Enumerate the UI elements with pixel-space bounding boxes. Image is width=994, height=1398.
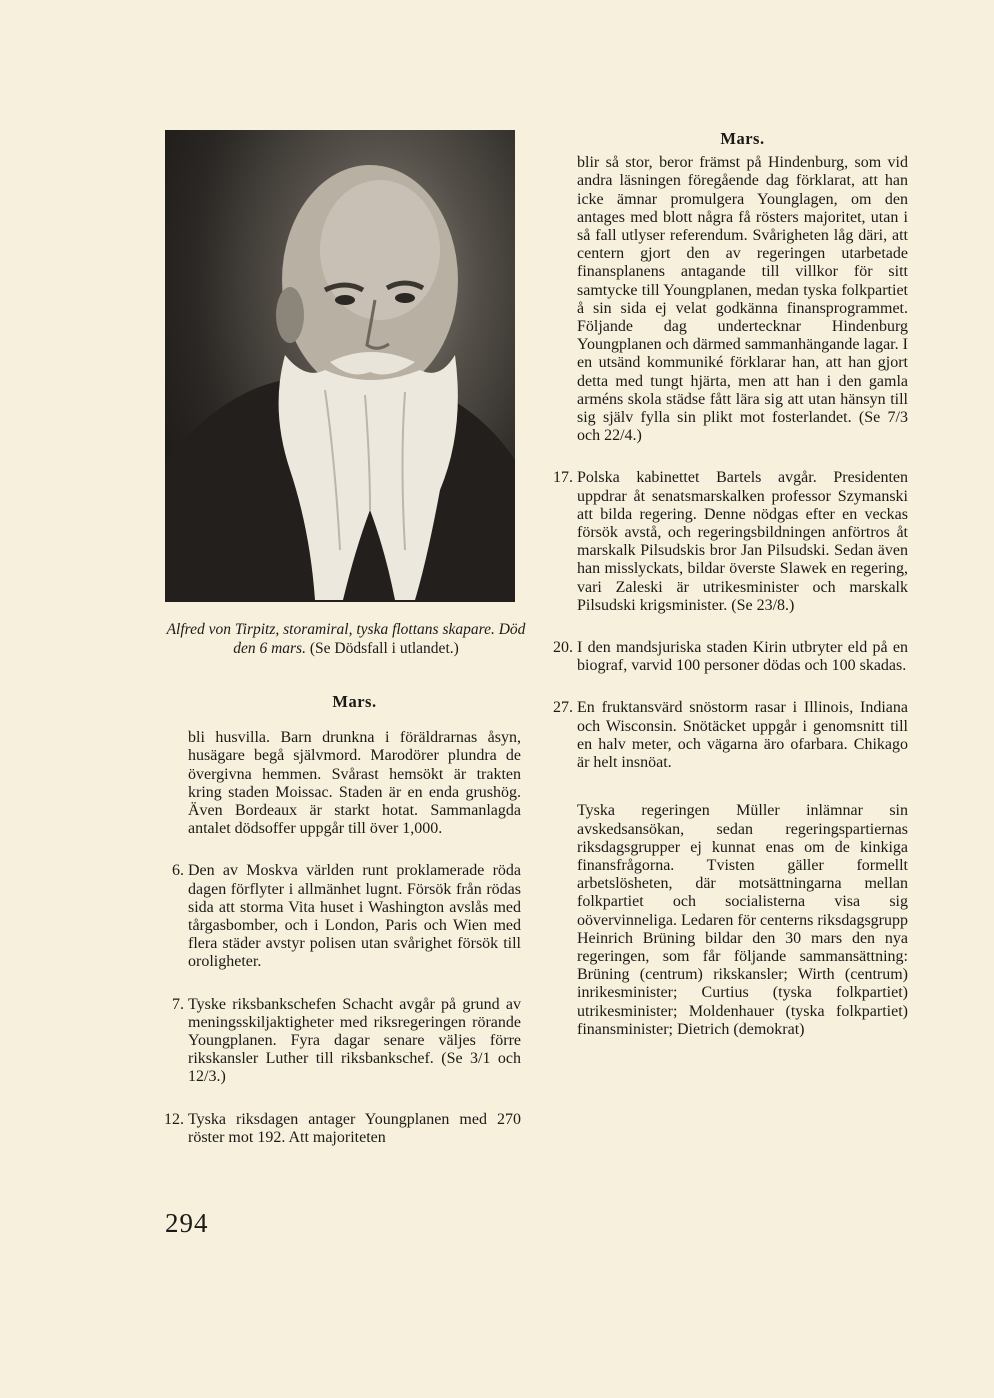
entry-text: Tyska riksdagen antager Youngplanen med 270 röster mot 192. Att majoriteten [188,1110,521,1146]
page-number: 294 [165,1208,209,1238]
caption-italic: Alfred von Tirpitz, storamiral, tyska flottans skapare. Död den 6 mars. [166,621,526,657]
entry-20 [553,639,908,675]
entry-number: 12. [164,1110,184,1128]
entry-7 [172,995,521,1087]
left-column [164,692,521,1147]
right-column [553,129,908,1039]
entry-number: 27. [553,699,573,717]
entry-text: Den av Moskva världen runt proklamerade röda dagen förflyter i allmänhet lugnt. Försök från rödas sida att storma Vita huset i Washington avslås med tårgasbomber, och i London, Paris och Wien med flera städer avstyr polisen utan svårighet försök till oroligheter. [188,862,521,971]
entry-text: I den mandsjuriska staden Kirin utbryter eld på en biograf, varvid 100 personer dödas och 100 skadas. [577,639,908,675]
entry-number: 6. [172,862,184,880]
left-month-heading: Mars. [332,692,377,711]
entry-number: 20. [553,639,573,657]
portrait-photo [165,130,515,602]
final-paragraph: Tyska regeringen Müller inlämnar sin avskedsansökan, sedan regeringspartiernas riksdagsgrupper ej kunnat enas om de kinkiga finansfrågorna. Tvisten gäller formellt arbetslösheten, där motsättningarna mellan folkpartiet och socialisterna visa sig oövervinneliga. Ledaren för centerns riksdagsgrupp Heinrich Brüning bildar den 30 mars den nya regeringen, som får följande sammansättning: Brüning (centrum) rikskansler; Wirth (centrum) inrikesminister; Curtius (tyska folkpartiet) utrikesminister; Moldenhauer (tyska folkpartiet) finansminister; Dietrich (demokrat) [577,802,908,1038]
entry-17 [553,469,908,615]
right-continuation: blir så stor, beror främst på Hindenburg, som vid andra läsningen föregående dag förklarat, att han icke ämnar promulgera Younglagen, om den antages med blott några få rösters majoritet, utan i så fall utlyser referendum. Svårigheten låg däri, att centern gjort den av regeringen utarbetade finansplanens antagande till villkor för sitt samtycke till Youngplanen, medan tyska folkpartiet å sin sida ej velat godkänna finansprogrammet. Följande dag undertecknar Hindenburg Youngplanen och därmed sammanhängande lagar. I en utsänd kommuniké förklarar han, att han gjort detta med tungt hjärta, men att han i den gamla arméns skola städse fått lära sig att utan hänsyn till sig själv fylla sin plikt mot fosterlandet. (Se 7/3 och 22/4.) [577,154,908,445]
portrait-illustration [165,130,515,602]
entry-text: Tyske riksbankschefen Schacht avgår på grund av meningsskiljaktigheter med riksregeringen rörande Youngplanen. Fyra dagar senare väljes förre rikskansler Luther till riksbankschef. (Se 3/1 och 12/3.) [188,995,521,1086]
entry-6 [172,862,521,971]
entry-12 [164,1110,521,1147]
caption-reference: (Se Dödsfall i utlandet.) [309,640,459,657]
entry-text: En fruktansvärd snöstorm rasar i Illinois, Indiana och Wisconsin. Snötäcket uppgår i genomsnitt till en halv meter, och vägarna äro ofarbara. Chikago är helt insnöat. [577,699,908,772]
right-month-heading: Mars. [720,129,765,148]
entry-number: 7. [172,995,184,1013]
entry-number: 17. [553,469,573,487]
left-continuation: bli husvilla. Barn drunkna i föräldrarnas åsyn, husägare begå självmord. Marodörer plundra de övergivna hemmen. Svårast hemsökt är trakten kring staden Moissac. Staden är en enda grushög. Även Bordeaux är starkt hotat. Sammanlagda antalet dödsoffer uppgår till över 1,000. [188,729,521,838]
entry-27 [553,699,908,772]
entry-text: Polska kabinettet Bartels avgår. Presidenten uppdrar åt senatsmarskalken professor Szymanski att bilda regering. Denne nödgas efter en veckas försök avstå, och regeringsbildningen anförtros åt marskalk Pilsudskis bror Jan Pilsudski. Sedan även han misslyckats, bildar överste Slawek en regering, vari Zaleski är utrikesminister och marskalk Pilsudski krigsminister. (Se 23/8.) [577,469,908,614]
photo-caption [165,620,527,658]
